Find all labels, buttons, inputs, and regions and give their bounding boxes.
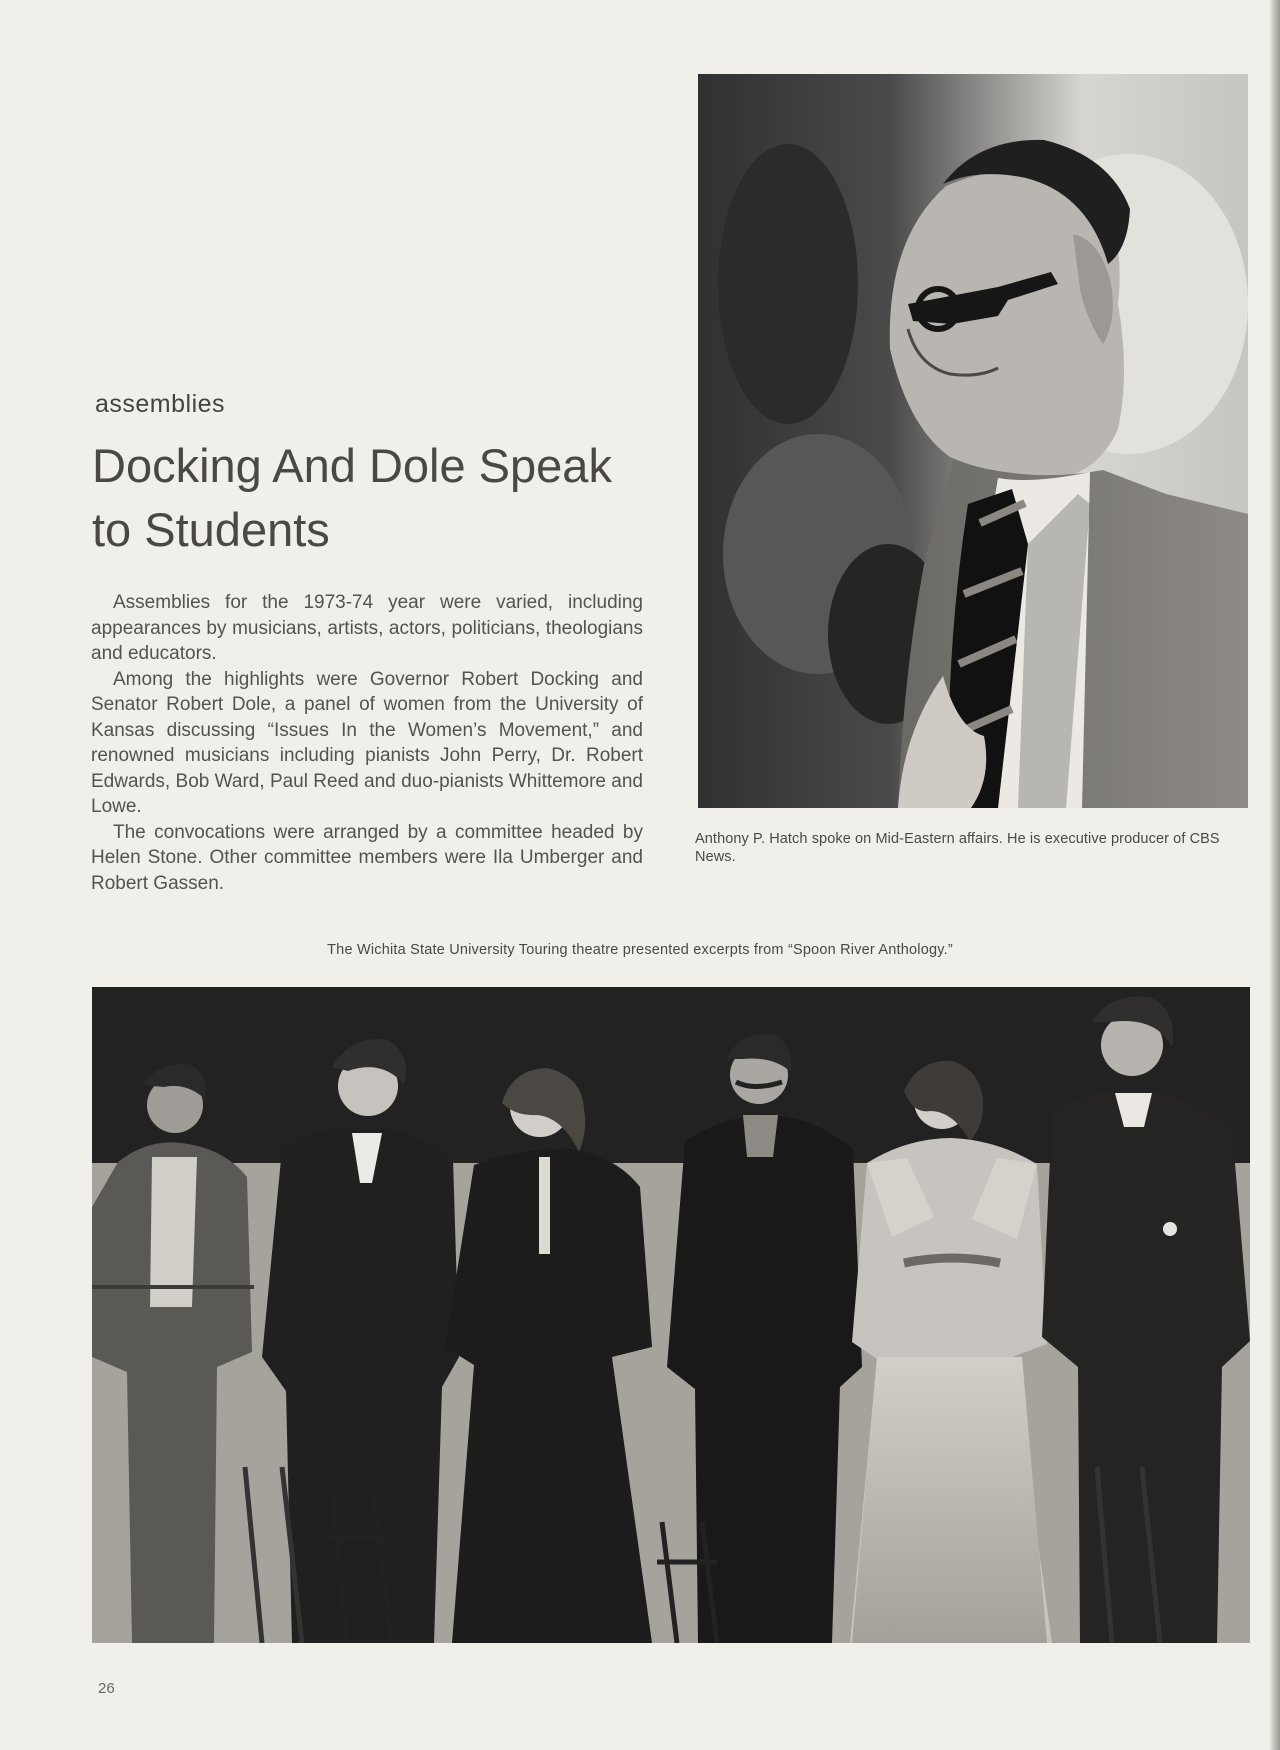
theatre-photo-caption: The Wichita State University Touring theatre presented excerpts from “Spoon River Anthology.” [327,942,953,958]
speaker-photo-illustration [698,74,1248,808]
speaker-photo-caption: Anthony P. Hatch spoke on Mid-Eastern affairs. He is executive producer of CBS News. [695,831,1220,865]
article-body [91,590,643,896]
page-headline: Docking And Dole Speak to Students [92,439,612,556]
page-number: 26 [98,1680,115,1697]
theatre-photo [92,987,1250,1643]
theatre-photo-illustration [92,987,1250,1643]
article-paragraph: Among the highlights were Governor Robert Docking and Senator Robert Dole, a panel of women from the University of Kansas discussing “Issues In the Women’s Movement,” and renowned musicians including pianists John Perry, Dr. Robert Edwards, Bob Ward, Paul Reed and duo-pianists Whittemore and Lowe. [91,668,643,817]
article-paragraph: The convocations were arranged by a committee headed by Helen Stone. Other committee members were Ila Umberger and Robert Gassen. [91,821,643,894]
binding-edge [1270,0,1280,1750]
article-paragraph: Assemblies for the 1973-74 year were varied, including appearances by musicians, artists, actors, politicians, theologians and educators. [91,592,643,664]
speaker-photo [698,74,1248,808]
section-label: assemblies [95,390,226,418]
